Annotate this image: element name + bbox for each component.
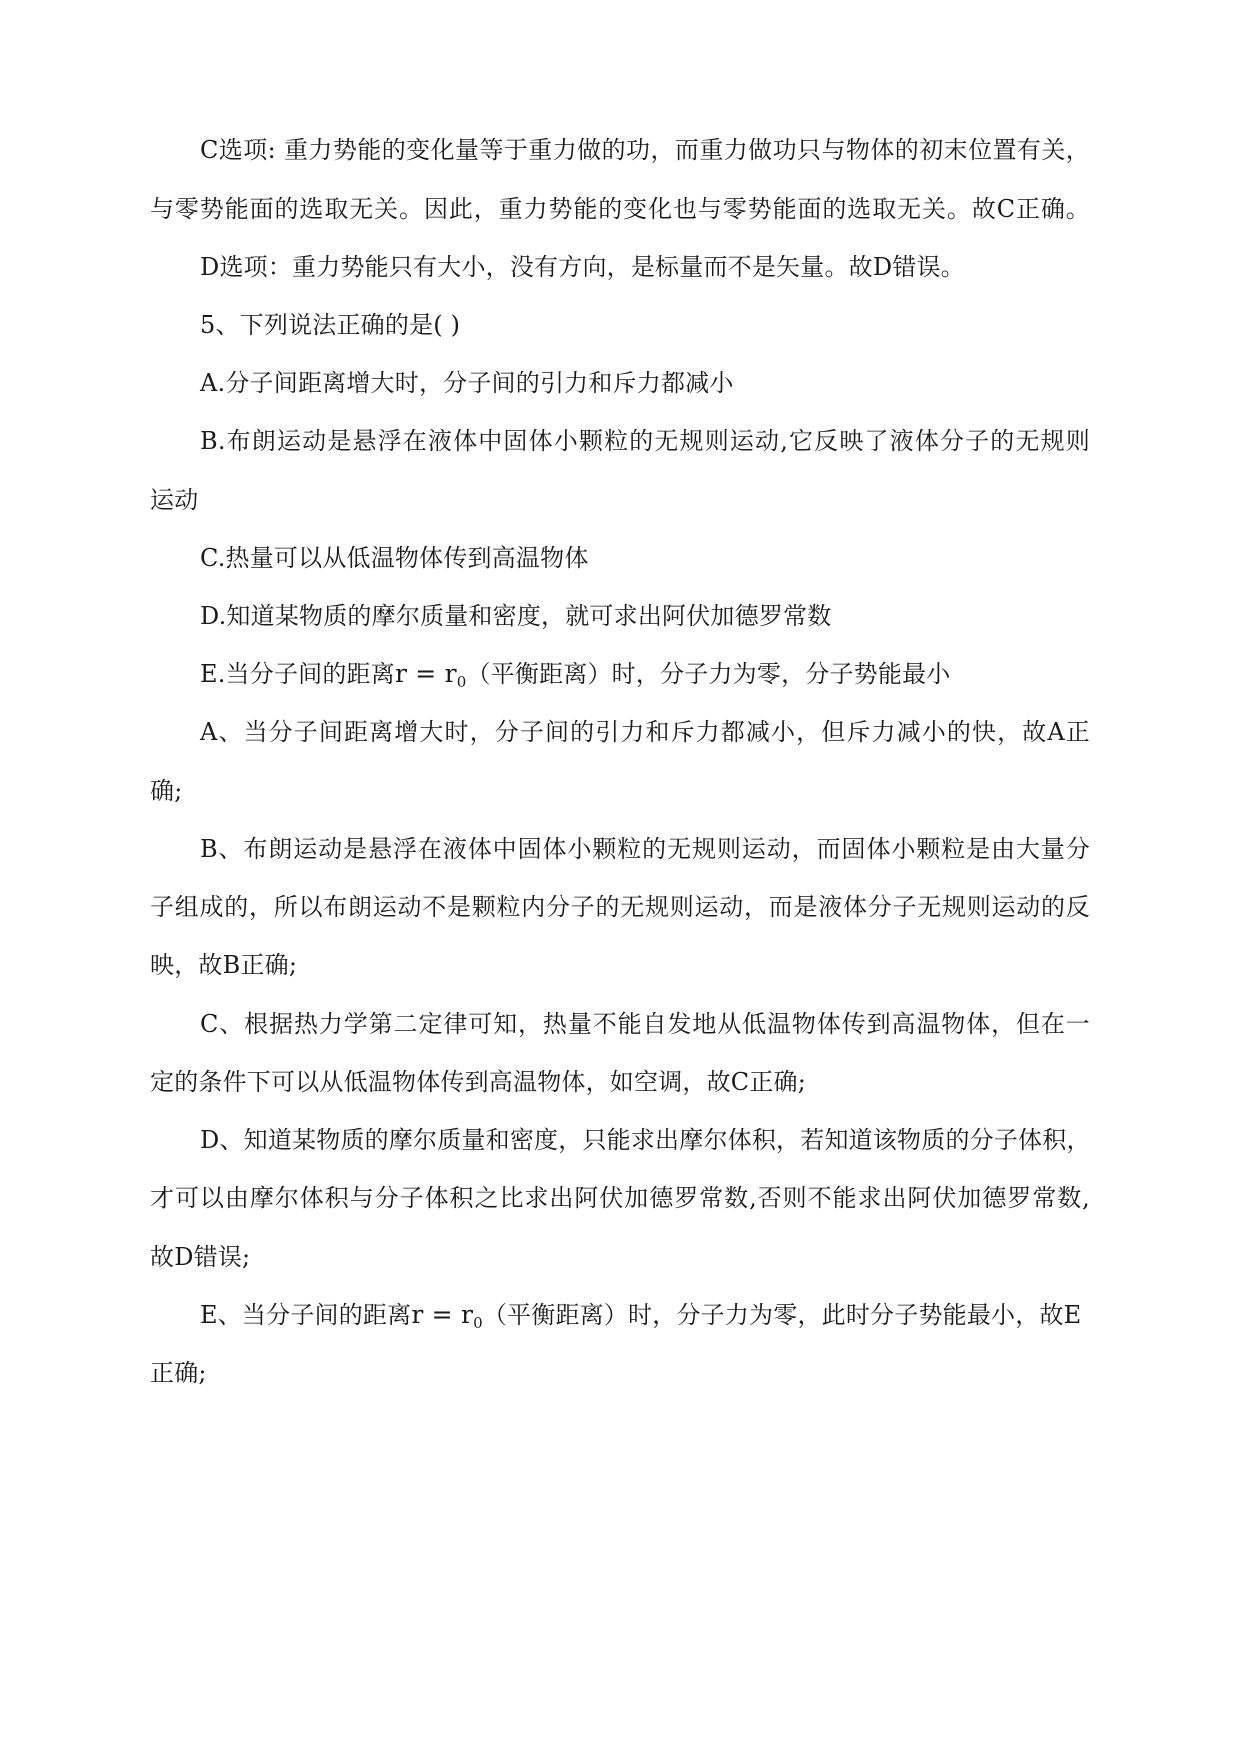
option-e-prefix: E.当分子间的距离 xyxy=(200,660,395,688)
question-5-option-e xyxy=(200,658,1090,698)
question-5-option-c: C.热量可以从低温物体传到高温物体 xyxy=(200,544,589,572)
analysis-b-line-3: 映，故B正确; xyxy=(150,951,298,979)
analysis-b-line-2: 子组成的，所以布朗运动不是颗粒内分子的无规则运动，而是液体分子无规则运动的反 xyxy=(150,893,1090,921)
analysis-c2-line-2: 定的条件下可以从低温物体传到高温物体，如空调，故C正确; xyxy=(150,1068,807,1096)
question-5-option-a: A.分子间距离增大时，分子间的引力和斥力都减小 xyxy=(200,369,734,397)
analysis-d2-line-2: 才可以由摩尔体积与分子体积之比求出阿伏加德罗常数,否则不能求出阿伏加德罗常数, xyxy=(150,1184,1090,1212)
question-5-option-b-line-2: 运动 xyxy=(150,486,199,514)
analysis-e-suffix: （平衡距离）时，分子力为零，此时分子势能最小，故E xyxy=(482,1301,1082,1329)
analysis-e-prefix: E、当分子间的距离 xyxy=(200,1301,412,1329)
analysis-c-line-1: C选项: 重力势能的变化量等于重力做的功，而重力做功只与物体的初末位置有关， xyxy=(200,136,1090,164)
analysis-d: D选项：重力势能只有大小，没有方向，是标量而不是矢量。故D错误。 xyxy=(200,253,965,281)
math-r-equals-r0-analysis: $r = r_0$ xyxy=(411,1300,483,1332)
option-e-suffix: （平衡距离）时，分子力为零，分子势能最小 xyxy=(466,660,951,688)
analysis-e-line-2: 正确; xyxy=(150,1359,207,1387)
analysis-c2-line-1: C、根据热力学第二定律可知，热量不能自发地从低温物体传到高温物体，但在一 xyxy=(200,1010,1090,1038)
question-5-stem: 5、下列说法正确的是( ) xyxy=(200,311,461,339)
analysis-d2-line-1: D、知道某物质的摩尔质量和密度，只能求出摩尔体积，若知道该物质的分子体积， xyxy=(200,1126,1091,1154)
analysis-c-line-2: 与零势能面的选取无关。因此，重力势能的变化也与零势能面的选取无关。故C正确。 xyxy=(150,195,1090,223)
question-5-option-b-line-1: B.布朗运动是悬浮在液体中固体小颗粒的无规则运动,它反映了液体分子的无规则 xyxy=(200,427,1090,455)
question-5-option-d: D.知道某物质的摩尔质量和密度，就可求出阿伏加德罗常数 xyxy=(200,602,832,630)
analysis-b-line-1: B、布朗运动是悬浮在液体中固体小颗粒的无规则运动，而固体小颗粒是由大量分 xyxy=(200,835,1090,863)
analysis-e-line-1 xyxy=(200,1299,1090,1339)
math-r-equals-r0: $r = r_0$ xyxy=(394,659,467,691)
analysis-a-line-1: A、当分子间距离增大时，分子间的引力和斥力都减小，但斥力减小的快，故A正 xyxy=(200,718,1090,746)
analysis-d2-line-3: 故D错误; xyxy=(150,1243,251,1271)
analysis-a-line-2: 确; xyxy=(150,777,183,805)
